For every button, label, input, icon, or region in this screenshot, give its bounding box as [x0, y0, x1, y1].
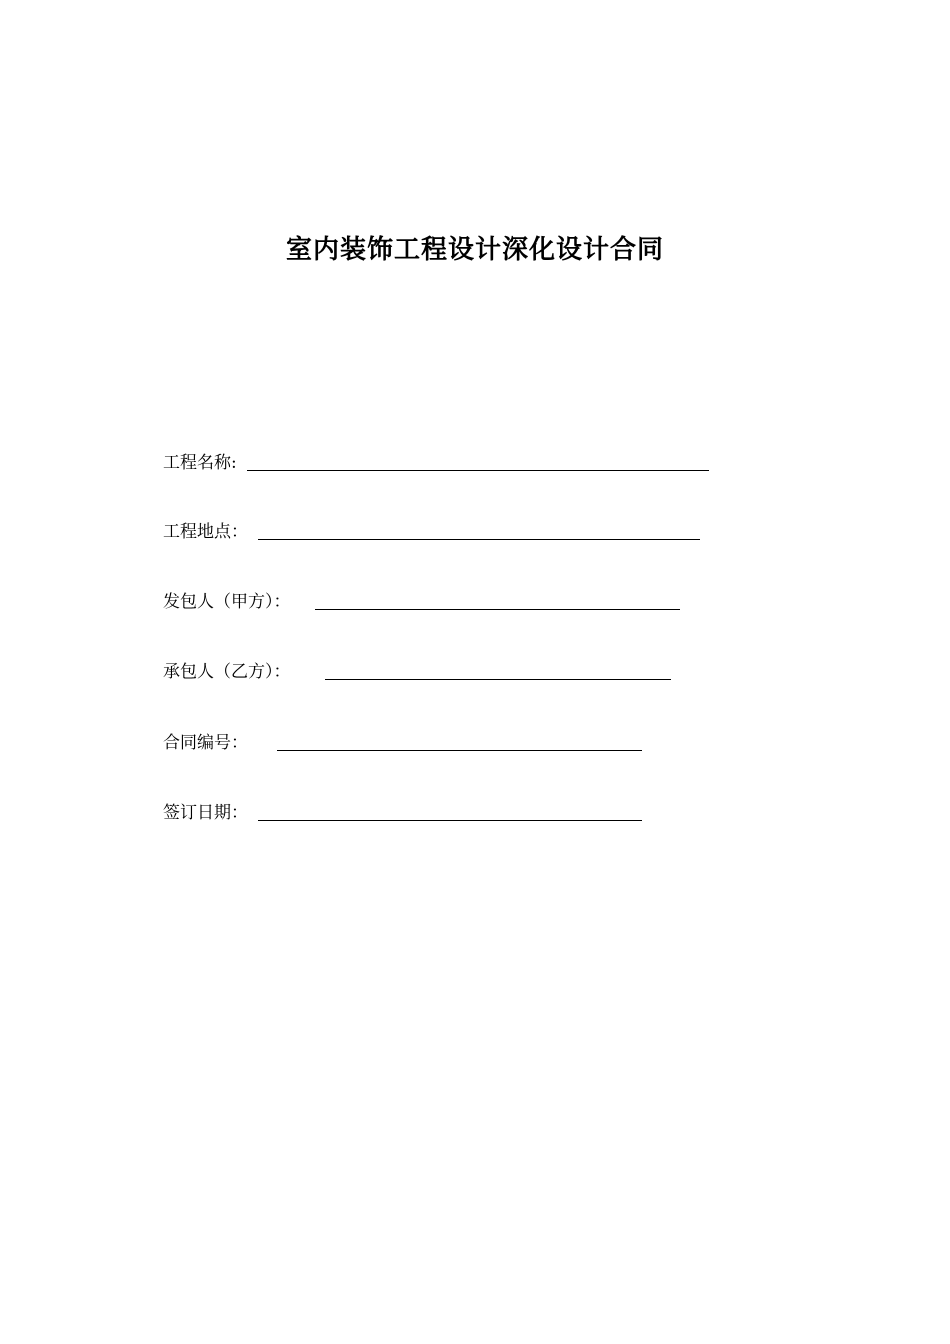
document-title: 室内装饰工程设计深化设计合同: [285, 235, 664, 265]
fill-in-line: [247, 470, 709, 471]
fill-in-line: [325, 679, 671, 680]
fill-in-line: [258, 539, 700, 540]
fill-in-line: [315, 609, 680, 610]
field-label: 合同编号：: [163, 733, 248, 753]
field-label: 发包人（甲方）：: [163, 592, 291, 612]
fill-in-line: [277, 750, 642, 751]
fill-in-line: [258, 820, 642, 821]
field-label: 工程名称:: [163, 453, 237, 473]
field-label: 签订日期：: [163, 803, 248, 823]
field-label: 承包人（乙方）：: [163, 662, 291, 682]
field-label: 工程地点：: [163, 522, 248, 542]
